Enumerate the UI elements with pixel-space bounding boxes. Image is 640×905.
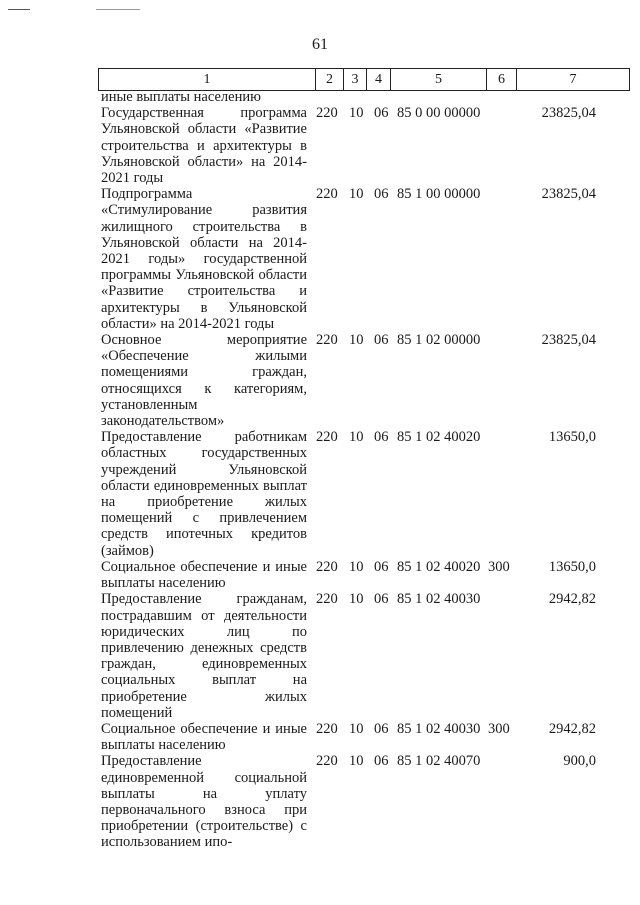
row-ved-code: 220 xyxy=(316,591,338,608)
row-target-article-code: 85 1 02 40070 xyxy=(397,753,481,770)
row-subsection-code: 06 xyxy=(374,591,389,608)
row-subsection-code: 06 xyxy=(374,105,389,122)
row-ved-code: 220 xyxy=(316,186,338,203)
row-ved-code: 220 xyxy=(316,720,338,737)
row-amount: 23825,04 xyxy=(541,186,596,203)
row-amount: 23825,04 xyxy=(541,105,596,122)
row-description: Социальное обеспечение и иные выплаты населению xyxy=(101,720,307,754)
row-target-article-code: 85 1 00 00000 xyxy=(397,186,481,203)
row-description: Предоставление работникам областных государственных учреждений Ульяновской области единовременных выплат на приобретение жилых помещений с привлечением средств ипотечных кредитов (займов) xyxy=(101,429,307,559)
row-description: иные выплаты населению xyxy=(101,89,261,105)
row-amount: 2942,82 xyxy=(548,591,596,608)
page-number: 61 xyxy=(312,36,328,53)
row-amount: 13650,0 xyxy=(548,558,596,575)
row-subsection-code: 06 xyxy=(374,720,389,737)
column-header-1: 1 xyxy=(98,69,315,90)
row-target-article-code: 85 1 02 40030 xyxy=(397,591,481,608)
table-row xyxy=(0,186,640,332)
row-target-article-code: 85 0 00 00000 xyxy=(397,105,481,122)
column-header-2: 2 xyxy=(315,69,343,90)
row-section-code: 10 xyxy=(349,558,364,575)
row-target-article-code: 85 1 02 40030 xyxy=(397,720,481,737)
row-ved-code: 220 xyxy=(316,558,338,575)
row-section-code: 10 xyxy=(349,591,364,608)
row-amount: 23825,04 xyxy=(541,332,596,349)
row-expense-type-code: 300 xyxy=(488,720,510,737)
row-ved-code: 220 xyxy=(316,105,338,122)
row-subsection-code: 06 xyxy=(374,558,389,575)
table-body xyxy=(0,89,640,851)
table-row xyxy=(0,105,640,186)
table-row xyxy=(0,753,640,850)
row-description: Предоставление гражданам, пострадавшим от деятельности юридических лиц по привлечению денежных средств граждан, единовременных социальных выплат на приобретение жилых помещений xyxy=(101,591,307,721)
row-ved-code: 220 xyxy=(316,332,338,349)
row-amount: 2942,82 xyxy=(548,720,596,737)
row-description: Подпрограмма «Стимулирование развития жилищного строительства в Ульяновской области на 2014-2021 годы» государственной программы Ульяновской области «Развитие строительства и архитектуры в Ульяновской области» на 2014-2021 годы xyxy=(101,186,307,332)
row-ved-code: 220 xyxy=(316,429,338,446)
table-row xyxy=(0,591,640,721)
table-header xyxy=(98,68,630,91)
column-header-5: 5 xyxy=(390,69,486,90)
row-subsection-code: 06 xyxy=(374,753,389,770)
row-section-code: 10 xyxy=(349,429,364,446)
row-target-article-code: 85 1 02 00000 xyxy=(397,332,481,349)
table-row xyxy=(0,332,640,429)
row-section-code: 10 xyxy=(349,753,364,770)
column-header-6: 6 xyxy=(486,69,516,90)
row-section-code: 10 xyxy=(349,105,364,122)
column-header-4: 4 xyxy=(366,69,390,90)
row-section-code: 10 xyxy=(349,332,364,349)
scan-artifact-line xyxy=(8,9,30,10)
column-header-7: 7 xyxy=(516,69,630,90)
row-target-article-code: 85 1 02 40020 xyxy=(397,429,481,446)
table-row-continuation xyxy=(0,89,640,105)
row-section-code: 10 xyxy=(349,186,364,203)
row-description: Социальное обеспечение и иные выплаты населению xyxy=(101,558,307,592)
table-row xyxy=(0,429,640,559)
row-subsection-code: 06 xyxy=(374,186,389,203)
row-expense-type-code: 300 xyxy=(488,558,510,575)
column-header-3: 3 xyxy=(343,69,366,90)
table-row xyxy=(0,559,640,591)
row-description: Государственная программа Ульяновской области «Развитие строительства и архитектуры в Ульяновской области» на 2014-2021 годы xyxy=(101,105,307,187)
row-amount: 900,0 xyxy=(563,753,596,770)
scan-artifact-line xyxy=(96,9,140,10)
row-subsection-code: 06 xyxy=(374,332,389,349)
row-ved-code: 220 xyxy=(316,753,338,770)
row-subsection-code: 06 xyxy=(374,429,389,446)
row-description: Предоставление единовременной социальной выплаты на уплату первоначального взноса при приобретении (строительстве) с использованием ипо- xyxy=(101,753,307,851)
row-description: Основное мероприятие «Обеспечение жилыми помещениями граждан, относящихся к категориям, установленным законодательством» xyxy=(101,332,307,430)
row-amount: 13650,0 xyxy=(548,429,596,446)
row-target-article-code: 85 1 02 40020 xyxy=(397,558,481,575)
row-section-code: 10 xyxy=(349,720,364,737)
table-row xyxy=(0,721,640,753)
